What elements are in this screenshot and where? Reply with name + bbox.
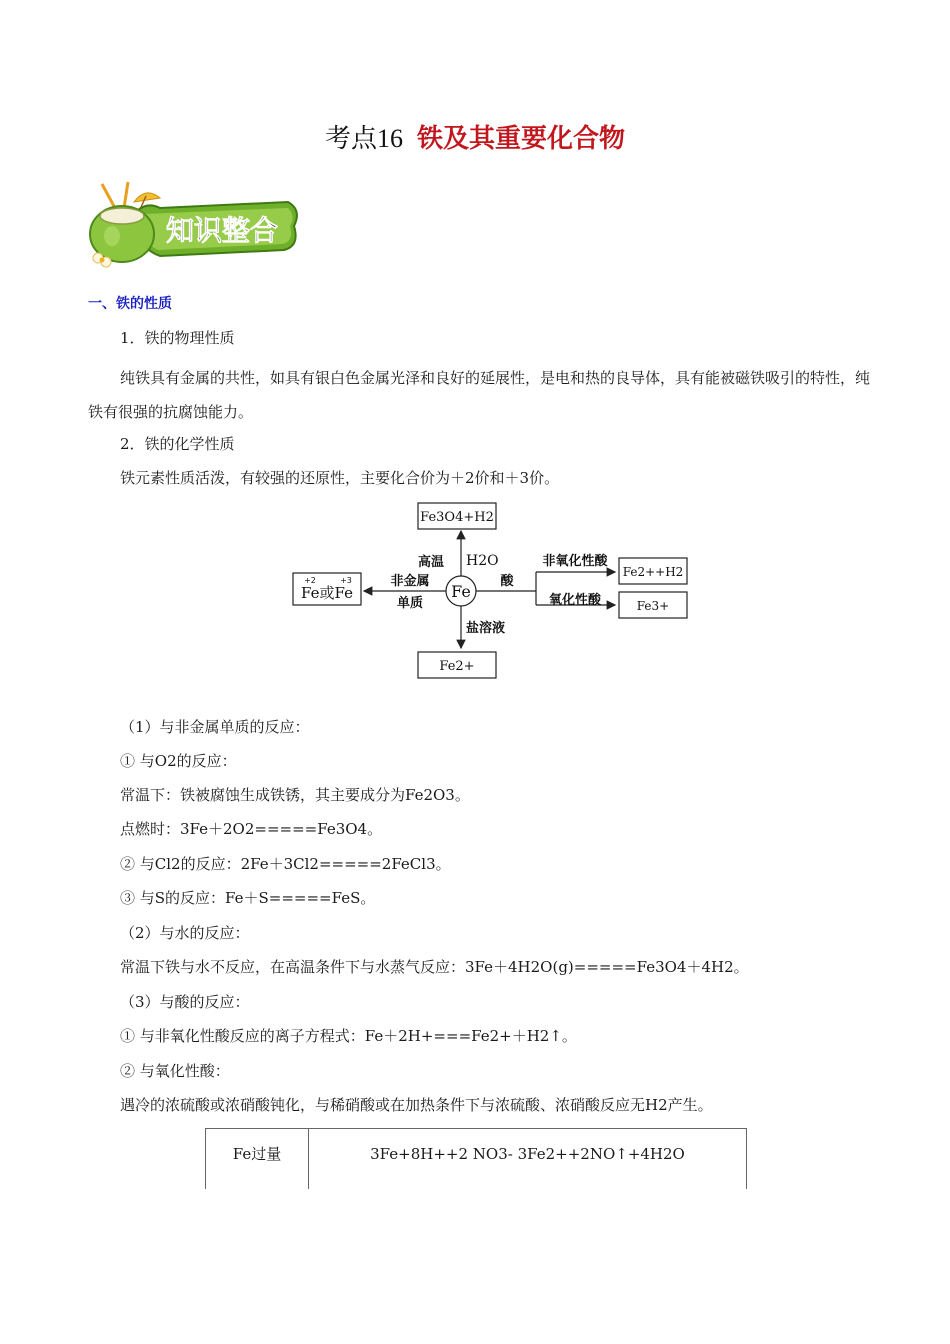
r1-burn: 点燃时：3Fe＋2O2=====Fe3O4。 — [120, 820, 383, 838]
section-heading: 一、铁的性质 — [88, 296, 172, 312]
r2-body: 常温下铁与水不反应，在高温条件下与水蒸气反应：3Fe＋4H2O(g)=====Fe3O4＋4H2。 — [120, 958, 749, 976]
knowledge-banner — [88, 180, 308, 272]
chem-body: 铁元素性质活泼，有较强的还原性，主要化合价为＋2价和＋3价。 — [120, 469, 560, 487]
left-product-label: Fe或Fe — [301, 584, 353, 602]
chem-heading: 2．铁的化学性质 — [120, 435, 235, 453]
r3-nonox: ① 与非氧化性酸反应的离子方程式：Fe＋2H+===Fe2+＋H2↑。 — [120, 1027, 577, 1045]
r1-cl2: ② 与Cl2的反应：2Fe＋3Cl2=====2FeCl3。 — [120, 855, 451, 873]
table-condition: Fe过量 — [206, 1129, 309, 1189]
title-number: 考点16 — [324, 124, 403, 153]
table-equation: 3Fe+8H++2 NO3- 3Fe2++2NO↑+4H2O — [370, 1145, 685, 1163]
left-label-1: 非金属 — [390, 574, 430, 589]
r3-heading: （3）与酸的反应： — [120, 993, 250, 1011]
phys-body: 纯铁具有金属的共性，如具有银白色金属光泽和良好的延展性，是电和热的良导体，具有能被磁铁吸引的特性，纯铁有很强的抗腐蚀能力。 — [88, 369, 871, 421]
phys-heading: 1．铁的物理性质 — [120, 329, 235, 347]
title-name: 铁及其重要化合物 — [417, 124, 626, 154]
bottom-label: 盐溶液 — [466, 621, 506, 636]
top-label-left: 高温 — [417, 555, 444, 570]
left-sup-a: +2 — [304, 576, 316, 585]
page-title — [0, 122, 950, 156]
r1-o2: ① 与O2的反应： — [120, 752, 237, 770]
right-lower-label: 氧化性酸 — [548, 593, 602, 608]
top-label-right: H2O — [466, 553, 499, 569]
banner-text: 知识整合 — [165, 214, 279, 247]
left-sup-b: +3 — [340, 576, 352, 585]
right-upper-label: 非氧化性酸 — [542, 554, 608, 569]
right-label: 酸 — [500, 574, 514, 589]
left-label-2: 单质 — [396, 596, 424, 611]
r2-heading: （2）与水的反应： — [120, 924, 250, 942]
r3-ox: ② 与氧化性酸： — [120, 1062, 230, 1080]
nitric-acid-table — [205, 1128, 747, 1189]
right-upper-box-label: Fe2++H2 — [622, 565, 684, 579]
top-product-label: Fe3O4+H2 — [420, 510, 494, 525]
r1-s: ③ 与S的反应：Fe＋S=====FeS。 — [120, 889, 376, 907]
fe-center-label: Fe — [451, 582, 471, 601]
right-lower-box-label: Fe3+ — [636, 599, 670, 613]
iron-reaction-diagram — [290, 500, 690, 685]
r3-body: 遇冷的浓硫酸或浓硝酸钝化，与稀硝酸或在加热条件下与浓硫酸、浓硝酸反应无H2产生。 — [120, 1096, 713, 1114]
bottom-product-label: Fe2+ — [439, 659, 475, 674]
r1-rt: 常温下：铁被腐蚀生成铁锈，其主要成分为Fe2O3。 — [120, 786, 470, 804]
r1-heading: （1）与非金属单质的反应： — [120, 718, 310, 736]
